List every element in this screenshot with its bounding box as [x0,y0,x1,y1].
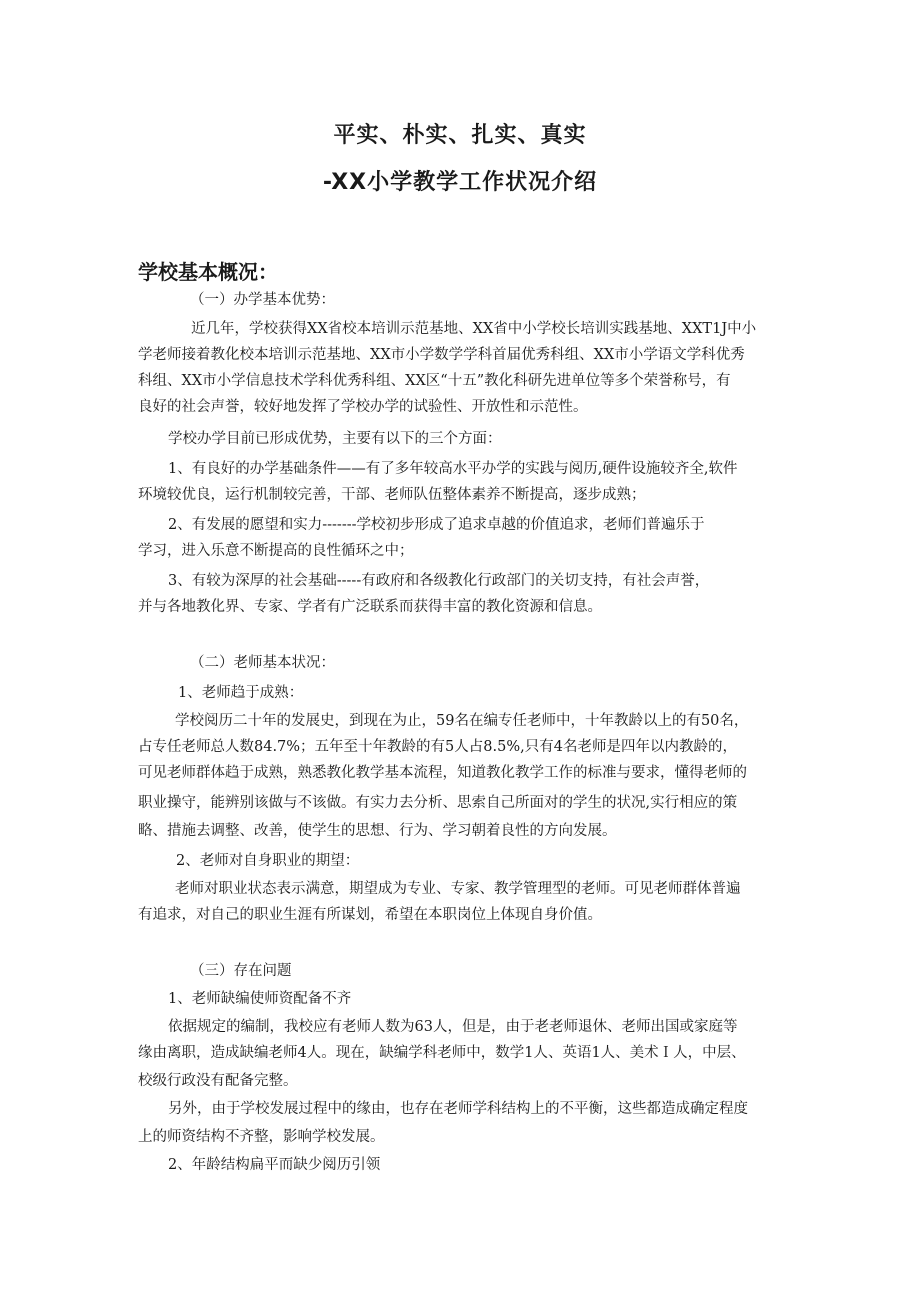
sub-item-heading: 2、老师对自身职业的期望： [176,853,360,869]
document-subtitle: -XX小学教学工作状况介绍 [322,170,598,195]
paragraph-line: 学老师接着教化校本培训示范基地、XX市小学数学学科首届优秀科组、XX市小学语文学科优秀 [138,347,745,363]
paragraph-line: 老师对职业状态表示满意，期望成为专业、专家、教学管理型的老师。可见老师群体普遍 [175,881,741,897]
document-title: 平实、朴实、扎实、真实 [333,123,587,148]
list-item-line: 学习，进入乐意不断提高的良性循环之中； [138,543,414,559]
section-heading-school-overview: 学校基本概况： [138,260,278,284]
list-item-line: 3、有较为深厚的社会基础-----有政府和各级教化行政部门的关切支持，有社会声誉， [168,573,710,589]
subsection-heading-advantages: （一）办学基本优势： [190,292,335,308]
paragraph-line: 略、措施去调整、改善，使学生的思想、行为、学习朝着良性的方向发展。 [138,823,617,839]
paragraph-line: 依据规定的编制，我校应有老师人数为63人，但是，由于老老师退休、老师出国或家庭等 [168,1019,738,1035]
paragraph-line: 近几年，学校获得XX省校本培训示范基地、XX省中小学校长培训实践基地、XXT1J中小 [191,321,757,337]
paragraph-line: 上的师资结构不齐整，影响学校发展。 [138,1129,385,1145]
list-item-line: 2、有发展的愿望和实力-------学校初步形成了追求卓越的价值追求，老师们普遍乐于 [168,517,705,533]
paragraph-line: 学校阅历二十年的发展史，到现在为止，59名在编专任老师中，十年教龄以上的有50名， [175,713,749,729]
paragraph-line: 另外，由于学校发展过程中的缘由，也存在老师学科结构上的不平衡，这些都造成确定程度 [168,1101,748,1117]
sub-item-heading: 1、老师缺编使师资配备不齐 [168,991,352,1007]
list-item-line: 1、有良好的办学基础条件——有了多年较高水平办学的实践与阅历,硬件设施较齐全,软件 [168,461,738,477]
list-item-line: 并与各地教化界、专家、学者有广泛联系而获得丰富的教化资源和信息。 [138,599,602,615]
sub-item-heading: 2、年龄结构扁平而缺少阅历引领 [168,1157,381,1173]
paragraph-line: 职业操守，能辨别该做与不该做。有实力去分析、思索自己所面对的学生的状况,实行相应的策 [138,795,738,811]
paragraph-line: 学校办学目前已形成优势，主要有以下的三个方面： [168,431,502,447]
sub-item-heading: 1、老师趋于成熟： [178,685,304,701]
paragraph-line: 校级行政没有配备完整。 [138,1073,298,1089]
paragraph-line: 占专任老师总人数84.7%；五年至十年教龄的有5人占8.5%,只有4名老师是四年以内教龄的， [138,739,737,755]
paragraph-line: 可见老师群体趋于成熟，熟悉教化教学基本流程，知道教化教学工作的标准与要求，懂得老师的 [138,765,747,781]
subsection-heading-teachers: （二）老师基本状况： [190,655,335,671]
paragraph-line: 有追求，对自己的职业生涯有所谋划，希望在本职岗位上体现自身价值。 [138,907,602,923]
paragraph-line: 科组、XX市小学信息技术学科优秀科组、XX区“十五”教化科研先进单位等多个荣誉称号，有 [138,373,731,389]
subsection-heading-problems: （三）存在问题 [190,963,292,979]
list-item-line: 环境较优良，运行机制较完善，干部、老师队伍整体素养不断提高，逐步成熟； [138,487,646,503]
paragraph-line: 良好的社会声誉，较好地发挥了学校办学的试验性、开放性和示范性。 [138,399,588,415]
paragraph-line: 缘由离职，造成缺编老师4人。现在，缺编学科老师中，数学1人、英语1人、美术Ｉ人，中层、 [138,1045,746,1061]
